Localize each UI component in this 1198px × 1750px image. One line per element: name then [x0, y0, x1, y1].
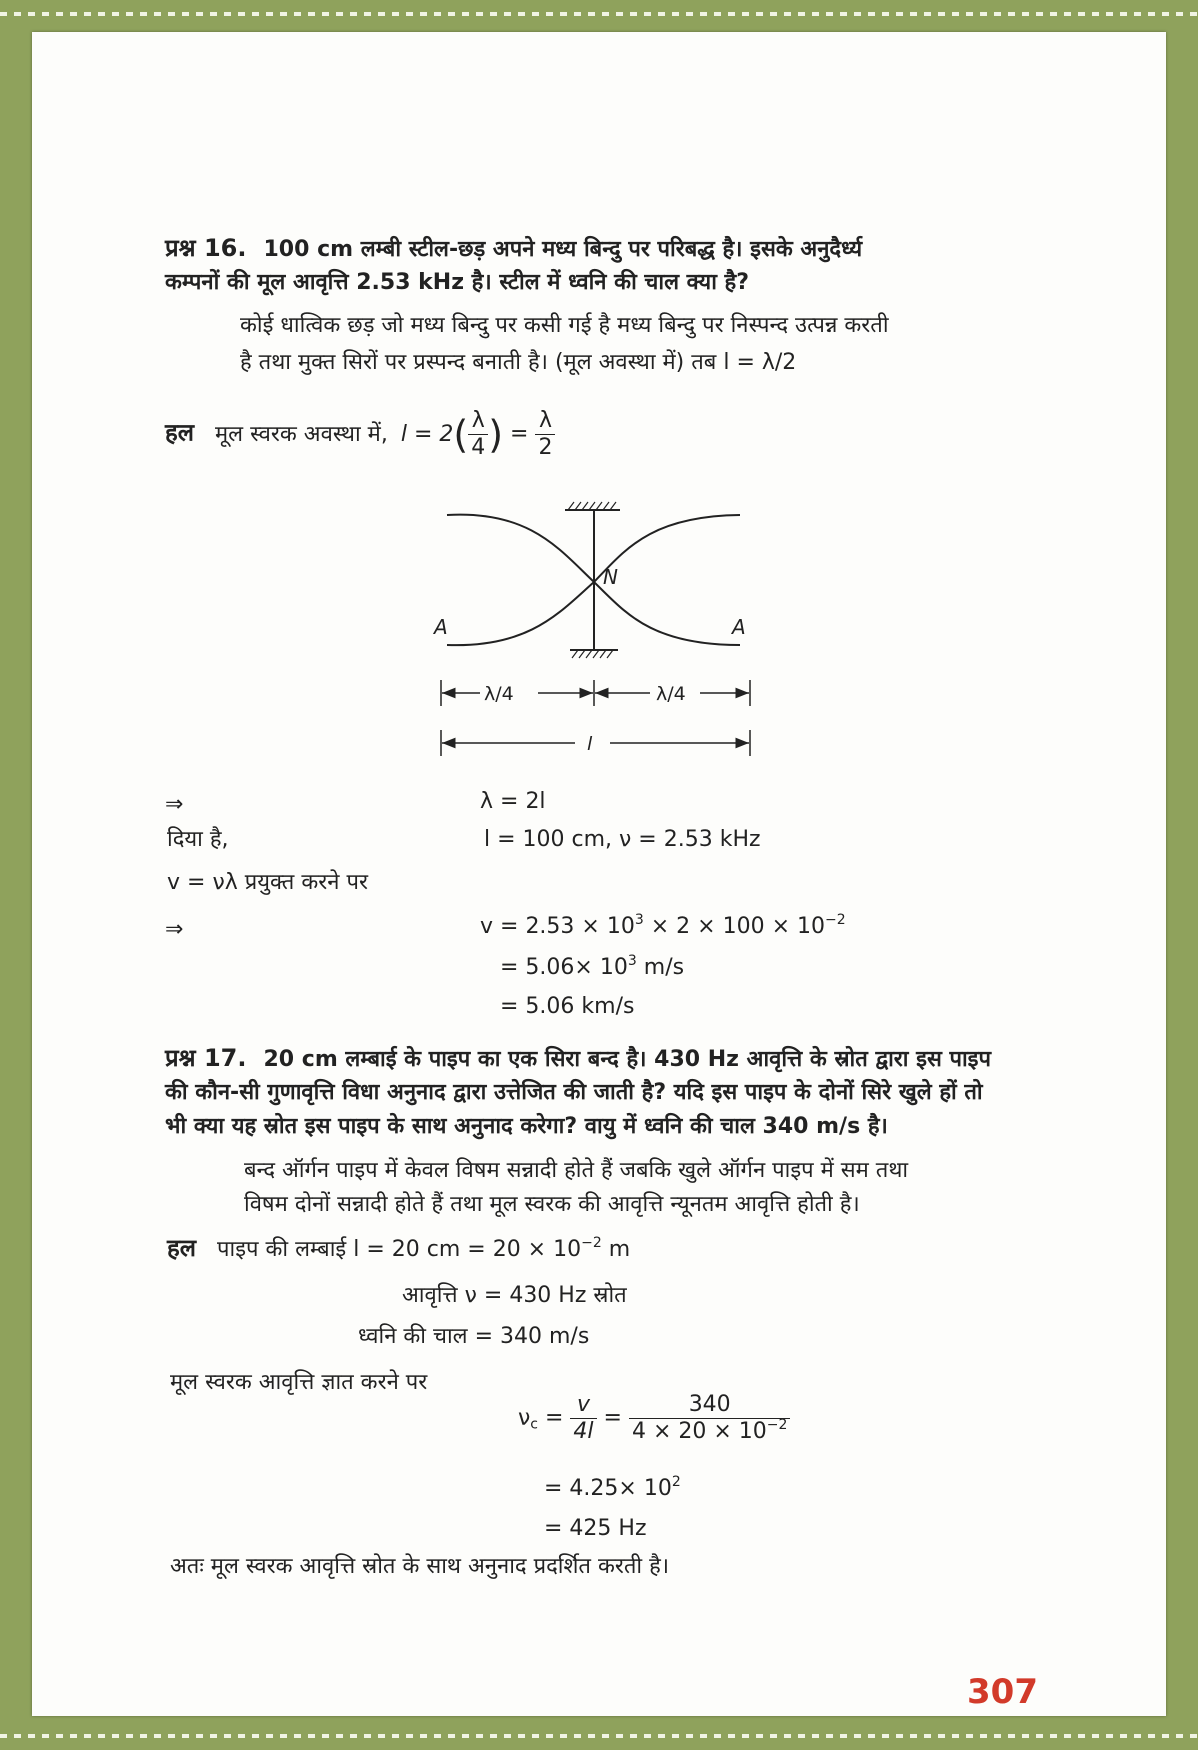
q16-calc1-b: × 2 × 100 × 10	[643, 914, 826, 939]
q16-text-2: कम्पनों की मूल आवृत्ति 2.53 kHz है। स्टील में ध्वनि की चाल क्या है?	[165, 270, 749, 295]
q16-arrow-2: ⇒	[165, 917, 184, 942]
q17-text-1: 20 cm लम्बाई के पाइप का एक सिरा बन्द है। 430 Hz आवृत्ति के स्रोत द्वारा इस पाइप	[263, 1047, 991, 1072]
q16-solution-text: मूल स्वरक अवस्था में,	[215, 421, 388, 447]
q17-label: प्रश्न 17.	[165, 1044, 247, 1072]
q16-calc-3: = 5.06 km/s	[500, 994, 635, 1019]
q17-solution-line	[167, 1233, 630, 1265]
q17-frac2-den-a: 4 × 20 × 10	[631, 1419, 767, 1444]
q16-calc1-a: v = 2.53 × 10	[480, 914, 635, 939]
q17-fraction-1	[570, 1392, 596, 1445]
q17-frac2-den	[629, 1419, 790, 1445]
q16-calc2-a: = 5.06× 10	[500, 955, 628, 980]
q16-text-1: 100 cm लम्बी स्टील-छड़ अपने मध्य बिन्दु पर परिबद्ध है। इसके अनुदैर्ध्य	[263, 237, 863, 262]
q17-frac2-den-exp: −2	[766, 1417, 788, 1433]
q16-fraction-1	[468, 408, 488, 461]
top-border	[0, 12, 1198, 16]
q16-calc2-b: m/s	[636, 955, 685, 980]
q16-frac2-num: λ	[535, 408, 555, 435]
q17-length-b: m	[601, 1237, 631, 1262]
q17-eq-2: =	[596, 1405, 629, 1431]
bottom-clamp-hatch	[572, 650, 613, 658]
q16-paren-open: (	[453, 412, 469, 457]
q16-calc2-exp: 3	[627, 953, 637, 969]
q17-result-1	[544, 1474, 681, 1504]
q16-fraction-2	[535, 408, 555, 461]
q16-eq-lhs: l = 2	[400, 421, 454, 447]
q17-fundamental-eq	[518, 1392, 790, 1445]
node-label: N	[603, 565, 618, 589]
q16-frac2-den: 2	[538, 435, 553, 460]
q16-solution-label: हल	[165, 418, 195, 447]
q17-hint-1: बन्द ऑर्गन पाइप में केवल विषम सन्नादी होते हैं जबकि खुले ऑर्गन पाइप में सम तथा	[244, 1158, 909, 1183]
top-clamp-hatch	[568, 502, 616, 510]
page-number: 307	[967, 1672, 1038, 1712]
q17-eq-1: =	[538, 1405, 571, 1431]
q17-fraction-2	[629, 1392, 790, 1445]
q17-text-3: भी क्या यह स्रोत इस पाइप के साथ अनुनाद करेगा? वायु में ध्वनि की चाल 340 m/s है।	[165, 1114, 888, 1139]
q17-r1-exp: 2	[671, 1474, 681, 1490]
q16-paren-close: )	[488, 412, 504, 457]
q16-given-label: दिया है,	[167, 827, 229, 852]
antinode-right-label: A	[732, 615, 746, 639]
q16-arrow-1: ⇒	[165, 792, 184, 817]
q16-hint-2: है तथा मुक्त सिरों पर प्रस्पन्द बनाती है। (मूल अवस्था में) तब l = λ/2	[240, 350, 797, 375]
total-length-label: l	[587, 733, 593, 755]
q17-line1	[165, 1043, 991, 1075]
q17-speed: ध्वनि की चाल = 340 m/s	[358, 1324, 590, 1349]
q16-line1	[165, 233, 862, 265]
antinode-left-label: A	[434, 615, 448, 639]
rod-vibration-diagram	[420, 490, 760, 770]
q16-frac1-num: λ	[468, 408, 488, 435]
q17-nu: ν	[518, 1405, 531, 1431]
q17-solution-label: हल	[167, 1234, 197, 1262]
q17-length-exp: −2	[581, 1235, 602, 1251]
q16-calc-1	[480, 912, 846, 942]
q17-length-a: पाइप की लम्बाई l = 20 cm = 20 × 10	[217, 1237, 582, 1262]
q17-fundamental-text: मूल स्वरक आवृत्ति ज्ञात करने पर	[170, 1370, 428, 1395]
q17-frac2-num: 340	[629, 1392, 790, 1419]
q17-frac1-den: 4l	[573, 1419, 594, 1444]
q16-calc1-exp1: 3	[634, 912, 644, 928]
q17-result-2: = 425 Hz	[544, 1516, 647, 1541]
q17-text-2: की कौन-सी गुणावृत्ति विधा अनुनाद द्वारा उत्तेजित की जाती है? यदि इस पाइप के दोनों सिरे खुले हों तो	[165, 1080, 983, 1105]
bottom-border	[0, 1734, 1198, 1738]
dim-right-label: λ/4	[656, 683, 686, 705]
dim-left-label: λ/4	[484, 683, 514, 705]
q17-frequency: आवृत्ति ν = 430 Hz स्रोत	[402, 1283, 627, 1308]
q17-conclusion: अतः मूल स्वरक आवृत्ति स्रोत के साथ अनुनाद प्रदर्शित करती है।	[170, 1554, 670, 1579]
q17-nu-sub: c	[530, 1416, 538, 1433]
q16-result-1: λ = 2l	[480, 789, 546, 814]
q17-hint-2: विषम दोनों सन्नादी होते हैं तथा मूल स्वरक की आवृत्ति न्यूनतम आवृत्ति होती है।	[244, 1192, 860, 1217]
q16-equals: =	[510, 421, 529, 447]
q17-r1-a: = 4.25× 10	[544, 1476, 672, 1501]
q16-frac1-den: 4	[471, 435, 486, 460]
q16-hint-1: कोई धात्विक छड़ जो मध्य बिन्दु पर कसी गई है मध्य बिन्दु पर निस्पन्द उत्पन्न करती	[240, 313, 889, 338]
q16-solution-line	[165, 408, 555, 461]
q16-calc1-exp2: −2	[825, 912, 846, 928]
q16-calc-2	[500, 953, 684, 983]
q17-frac1-num: v	[570, 1392, 596, 1419]
q16-given-value: l = 100 cm, ν = 2.53 kHz	[484, 827, 761, 852]
q16-use-formula: v = νλ प्रयुक्त करने पर	[167, 870, 368, 895]
q16-label: प्रश्न 16.	[165, 234, 247, 262]
